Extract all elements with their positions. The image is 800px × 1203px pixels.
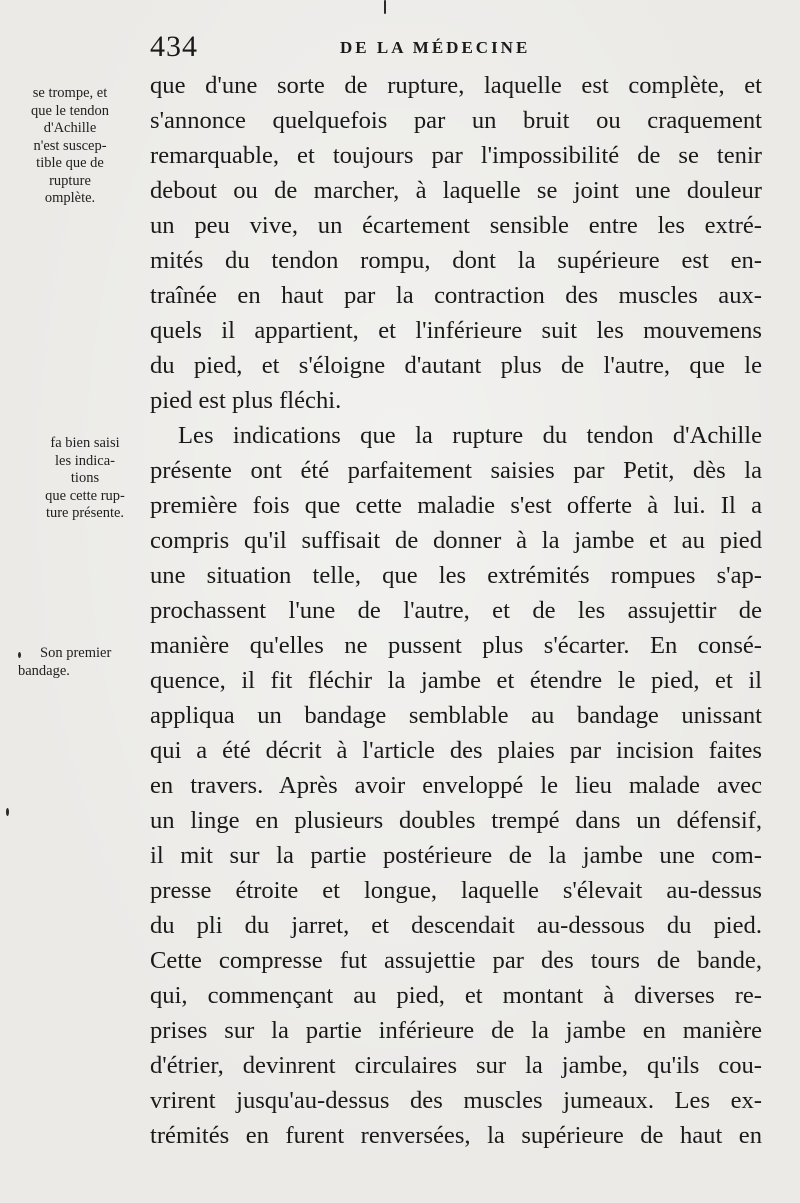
text-line: quence, il fit fléchir la jambe et étendre le pied, et il: [150, 667, 762, 694]
margin-note-line: Son premier: [40, 645, 112, 661]
print-speck: [6, 808, 9, 816]
text-line: du pli du jarret, et descendait au-dessous du pied.: [150, 912, 762, 939]
text-line: prochassent l'une de l'autre, et de les assujettir de: [150, 597, 762, 624]
print-speck: [18, 652, 21, 658]
margin-note-line: rupture: [49, 172, 91, 189]
text-line: qui, commençant au pied, et montant à diverses re-: [150, 982, 762, 1009]
text-line: une situation telle, que les extrémités rompues s'ap-: [150, 562, 762, 589]
text-line: première fois que cette maladie s'est offerte à lui. Il a: [150, 492, 762, 519]
margin-note-tendon-rupture: [0, 85, 140, 208]
text-line: un peu vive, un écartement sensible entre les extré-: [150, 212, 762, 239]
margin-note-line: fa bien saisi: [50, 435, 120, 451]
margin-note-line: ture présente.: [45, 505, 125, 521]
text-line: compris qu'il suffisait de donner à la jambe et au pied: [150, 527, 762, 554]
text-line: que d'une sorte de rupture, laquelle est complète, et: [150, 72, 762, 99]
text-line: presse étroite et longue, laquelle s'élevait au-dessus: [150, 877, 762, 904]
text-line: pied est plus fléchi.: [150, 387, 342, 414]
running-head: [150, 30, 770, 66]
margin-note-indications: [20, 435, 150, 523]
text-line: manière qu'elles ne pussent plus s'écarter. En consé-: [150, 632, 762, 659]
text-line: s'annonce quelquefois par un bruit ou craquement: [150, 107, 762, 134]
text-line: debout ou de marcher, à laquelle se joint une douleur: [150, 177, 762, 204]
margin-note-line: omplète.: [44, 190, 96, 206]
margin-note-line: n'est suscep-: [33, 137, 107, 154]
text-line: il mit sur la partie postérieure de la jambe une com-: [150, 842, 762, 869]
page-number: 434: [150, 30, 198, 63]
text-line: quels il appartient, et l'inférieure suit les mouvemens: [150, 317, 762, 344]
text-line: mités du tendon rompu, dont la supérieure est en-: [150, 247, 762, 274]
text-line: qui a été décrit à l'article des plaies par incision faites: [150, 737, 762, 764]
text-line: trémités en furent renversées, la supérieure de haut en: [150, 1122, 762, 1149]
margin-note-line: d'Achille: [43, 120, 97, 136]
print-speck: [384, 0, 386, 14]
margin-note-line: que cette rup-: [45, 487, 125, 504]
running-title: DE LA MÉDECINE: [340, 38, 531, 57]
margin-note-line: tible que de: [36, 155, 104, 171]
text-line: prises sur la partie inférieure de la jambe en manière: [150, 1017, 762, 1044]
text-line: en travers. Après avoir enveloppé le lieu malade avec: [150, 772, 762, 799]
margin-note-first-bandage: [18, 645, 144, 680]
text-line: un linge en plusieurs doubles trempé dans un défensif,: [150, 807, 762, 834]
paragraph-start-line: Les indications que la rupture du tendon d'Achille: [178, 422, 762, 449]
margin-note-line: que le tendon: [30, 102, 110, 119]
text-line: présente ont été parfaitement saisies par Petit, dès la: [150, 457, 762, 484]
text-line: traînée en haut par la contraction des muscles aux-: [150, 282, 762, 309]
margin-note-line: les indica-: [55, 452, 115, 469]
margin-note-line: bandage.: [18, 662, 70, 679]
body-text: [150, 68, 762, 1153]
margin-note-line: se trompe, et: [32, 85, 108, 101]
text-line: d'étrier, devinrent circulaires sur la jambe, qu'ils cou-: [150, 1052, 762, 1079]
text-line: du pied, et s'éloigne d'autant plus de l'autre, que le: [150, 352, 762, 379]
text-line: vrirent jusqu'au-dessus des muscles jumeaux. Les ex-: [150, 1087, 762, 1114]
text-line: Cette compresse fut assujettie par des tours de bande,: [150, 947, 762, 974]
text-line: appliqua un bandage semblable au bandage unissant: [150, 702, 762, 729]
text-line: remarquable, et toujours par l'impossibilité de se tenir: [150, 142, 762, 169]
margin-note-line: tions: [70, 470, 100, 486]
